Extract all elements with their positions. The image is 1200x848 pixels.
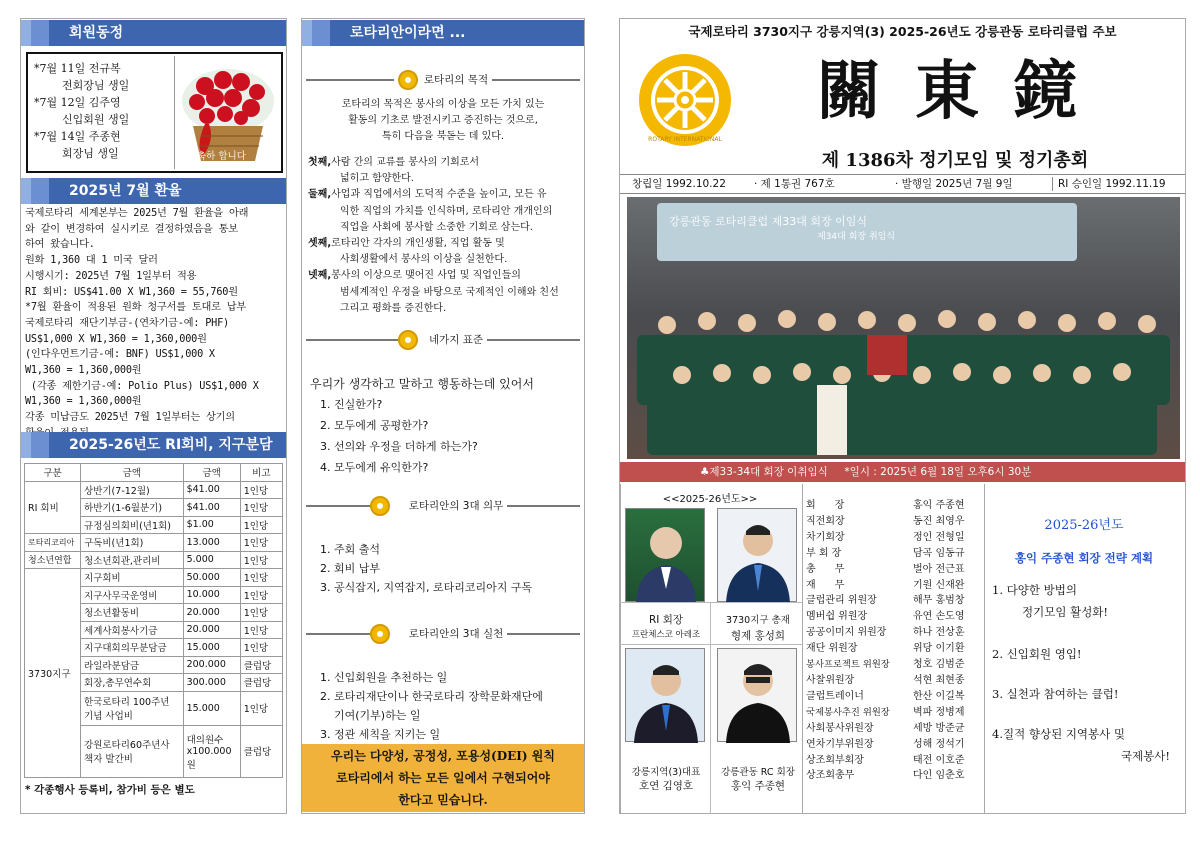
test-item: 2. 모두에게 공평한가?	[320, 419, 429, 432]
cell: 청소년연합	[25, 551, 81, 569]
cell: 한국로타리 100주년 기념 사업비	[81, 691, 184, 725]
officer-row: 멤버쉽 위원장 유연 손도영	[806, 611, 965, 623]
officer-row: 차기회장 정인 전형일	[806, 531, 965, 543]
purpose-intro	[306, 97, 580, 145]
exchange-line: 시행시기: 2025년 7월 1일부터 적용	[25, 270, 197, 282]
col-header: 금액	[81, 464, 184, 482]
member-line: *7월 11일 전규복	[34, 62, 121, 75]
duty-item: 3. 공식잡지, 지역잡지, 로타리코리아지 구독	[320, 581, 533, 594]
cell: 회장,총무연수회	[81, 674, 184, 692]
info-founded: 창립일 1992.10.22	[632, 178, 726, 190]
officer-roster	[806, 498, 982, 784]
cell: 강원로타리60주년사 책자 발간비	[81, 725, 184, 777]
exchange-line: (인다우먼트기금-예: BNF) US$1,000 X	[25, 349, 215, 361]
members-header: 회원동정	[21, 20, 286, 46]
exchange-line: *7월 환율이 적용된 원화 청구서를 토대로 납부	[25, 302, 247, 314]
cell: 20.000	[183, 604, 240, 622]
info-approved: RI 승인일 1992.11.19	[1058, 178, 1166, 190]
photo-caption: ♣제33-34대 회장 이취임식 *일시 : 2025년 6월 18일 오후6시 30분	[620, 462, 1185, 482]
person-name: 호연 김영호	[638, 780, 694, 792]
practice-item: 1. 신입회원을 추천하는 일	[320, 671, 448, 684]
portrait-club-president	[717, 648, 797, 742]
test-item: 1. 진실한가?	[320, 398, 383, 411]
officer-row: 상조회부회장 태전 이호준	[806, 754, 965, 766]
cell: 청소년회관,관리비	[81, 551, 184, 569]
purpose-item: 첫째,사람 간의 교류를 봉사의 기회로서	[308, 157, 480, 168]
cell: 1인당	[240, 569, 282, 587]
cell: 지구사무국운영비	[81, 586, 184, 604]
members-list	[34, 60, 174, 162]
cell: 1인당	[240, 604, 282, 622]
table-row	[25, 481, 283, 499]
rotary-wheel-icon	[398, 70, 418, 90]
banner-line: 강릉관동 로타리클럽 제33대 회장 이임식	[669, 215, 867, 228]
test-title: 네가지 표준	[399, 334, 487, 346]
dues-table	[24, 463, 283, 778]
meeting-title: 제 1386차 정기모임 및 정기총회	[821, 150, 1089, 171]
cell: 1인당	[240, 481, 282, 499]
person-name: 프란체스코 아레조	[631, 630, 701, 640]
officer-row: 사회봉사위원장 세방 방준균	[806, 722, 965, 734]
exchange-line: RI 회비: US$41.00 X W1,360 = 55,760원	[25, 286, 238, 298]
cell: 상반기(7-12월)	[81, 481, 184, 499]
portrait-ri-president	[625, 508, 705, 602]
cell: 1인당	[240, 621, 282, 639]
member-line: 회장님 생일	[62, 147, 119, 160]
officer-row: 공공이미지 위원장 하나 전상훈	[806, 627, 965, 639]
duty-title-row	[306, 496, 580, 516]
cell: $1.00	[183, 516, 240, 534]
purpose-item: 사회생활에서 봉사의 이상을 실천한다.	[340, 254, 508, 266]
cell: 1인당	[240, 639, 282, 657]
test-lead: 우리가 생각하고 말하고 행동하는데 있어서	[310, 377, 534, 391]
purpose-item: 그리고 평화를 증진한다.	[340, 302, 447, 314]
practice-item: 기여(기부)하는 일	[320, 709, 421, 722]
table-row	[25, 534, 283, 552]
rotarian-header: 로타리안이라면 ...	[302, 20, 584, 46]
officer-row: 상조회총무 다인 임춘호	[806, 770, 965, 782]
cell: 20.000	[183, 621, 240, 639]
purpose-item: 직업을 사회에 봉사할 소중한 기회로 삼는다.	[340, 221, 533, 233]
cell: 15.000	[183, 691, 240, 725]
officer-row: 직전회장 동진 최영우	[806, 515, 965, 527]
member-line: *7월 12일 김주영	[34, 96, 121, 109]
cell: 5.000	[183, 551, 240, 569]
exchange-line: W1,360 = 1,360,000원	[25, 396, 142, 408]
crowd	[637, 275, 1170, 455]
exchange-line: (각종 제한기금-예: Polio Plus) US$1,000 X	[25, 380, 259, 392]
purpose-item: 둘째,사업과 직업에서의 도덕적 수준을 높이고, 모든 유	[308, 189, 547, 201]
strategy-item: 4.질적 향상된 지역봉사 및	[992, 727, 1126, 741]
dei-box	[302, 744, 584, 812]
exchange-line: 원화 1,360 대 1 미국 달러	[25, 255, 158, 267]
strategy-item: 정기모임 활성화!	[1022, 605, 1109, 619]
exchange-line: 각종 미납금도 2025년 7월 1일부터는 상기의	[25, 412, 235, 424]
strategy-title: 2025-26년도	[1044, 518, 1124, 533]
strategy-subtitle: 홍익 주종현 회장 전략 계획	[1014, 551, 1154, 565]
purpose-item: 범세계적인 우정을 바탕으로 국제적인 이해와 친선	[340, 286, 559, 298]
exchange-line: 국제로타리 세계본부는 2025년 7월 환율을 아래	[25, 208, 249, 219]
rotary-wheel-icon	[370, 624, 390, 644]
dei-line: 한다고 믿습니다.	[398, 793, 488, 807]
exchange-line: 와 같이 변경하여 실시키로 결정하였음을 통보	[25, 223, 238, 235]
cell: 세계사회봉사기금	[81, 621, 184, 639]
cell: 200.000	[183, 656, 240, 674]
cell: 하반기(1-6월분기)	[81, 499, 184, 517]
test-item: 3. 선의와 우정을 더하게 하는가?	[320, 440, 478, 453]
masthead: 關 東 鏡	[816, 54, 1084, 129]
banner-line: 제34대 회장 취임식	[817, 232, 896, 242]
person-role: 강릉지역(3)대표	[631, 767, 701, 778]
cell: 지구회비	[81, 569, 184, 587]
rotary-wheel-icon	[370, 496, 390, 516]
members-box	[26, 52, 283, 173]
cell: 라일라분담금	[81, 656, 184, 674]
portrait-governor	[717, 508, 797, 602]
dues-header: 2025-26년도 RI회비, 지구분담금	[21, 432, 286, 458]
cell: 15.000	[183, 639, 240, 657]
exchange-line: W1,360 = 1,360,000원	[25, 365, 142, 377]
intro-line: 특히 다음을 북돋는 데 있다.	[381, 131, 505, 142]
cell: 클럽당	[240, 725, 282, 777]
flower-caption: 축하 합니다	[197, 151, 246, 162]
table-row	[25, 569, 283, 587]
cell: 구독비(년1회)	[81, 534, 184, 552]
cell: 지구대회의무분담금	[81, 639, 184, 657]
dei-line: 로타리에서 하는 모든 일에서 구현되어야	[336, 771, 550, 785]
member-line: 신입회원 생일	[62, 113, 130, 126]
purpose-item: 셋째,로타리안 각자의 개인생활, 직업 활동 및	[308, 238, 505, 250]
practice-title-row	[306, 624, 580, 644]
dues-footnote: * 각종행사 등록비, 참가비 등은 별도	[25, 784, 195, 796]
col-header: 비고	[240, 464, 282, 482]
strategy-item: 3. 실천과 참여하는 클럽!	[992, 687, 1119, 701]
exchange-header: 2025년 7월 환율	[21, 178, 286, 204]
dei-line: 우리는 다양성, 공정성, 포용성(DEI) 원칙	[331, 749, 555, 763]
strategy-item: 2. 신입회원 영입!	[992, 647, 1082, 661]
exchange-line: 국제로타리 재단기부금-(연차기금-예: PHF)	[25, 317, 229, 329]
officer-row: 사찰위원장 석현 최현종	[806, 674, 965, 686]
strategy-list	[992, 582, 1178, 764]
person-name: 홍익 주종현	[730, 780, 786, 792]
duty-title: 로타리안의 3대 의무	[379, 500, 508, 512]
group-photo	[627, 197, 1180, 459]
event-banner	[657, 203, 1077, 261]
test-item: 4. 모두에게 유익한가?	[320, 461, 429, 474]
cell: 3730지구	[25, 569, 81, 778]
cell: 1인당	[240, 499, 282, 517]
person-role: 3730지구 총재	[726, 615, 790, 626]
table-row	[25, 551, 283, 569]
info-bar	[620, 174, 1185, 194]
cell: 13.000	[183, 534, 240, 552]
cell: 300.000	[183, 674, 240, 692]
purpose-list	[308, 155, 580, 317]
cell: $41.00	[183, 481, 240, 499]
intro-line: 로타리의 목적은 봉사의 이상을 모든 가치 있는	[341, 99, 545, 110]
officer-row: 회 장 홍익 주종현	[806, 500, 965, 511]
person-role: RI 회장	[648, 614, 684, 626]
cell: 클럽당	[240, 656, 282, 674]
member-line: *7월 14일 주종현	[34, 130, 121, 143]
cell: 청소년활동비	[81, 604, 184, 622]
member-line: 전회장님 생일	[62, 79, 130, 92]
purpose-title-row	[306, 70, 580, 90]
test-title-row	[306, 330, 580, 350]
practice-item: 3. 정관 세칙을 지키는 일	[320, 728, 441, 741]
officer-row: 부 회 장 담곡 임동규	[806, 547, 965, 559]
logo-text: ROTARY INTERNATIONAL	[648, 136, 722, 143]
duty-list	[320, 540, 532, 597]
officer-row: 봉사프로젝트 위원장 청호 김범준	[806, 659, 965, 671]
officer-row: 총 무 벌아 전근표	[806, 563, 965, 575]
practice-list	[320, 668, 543, 744]
duty-item: 2. 회비 납부	[320, 562, 380, 575]
cell: RI 회비	[25, 481, 81, 534]
col-header: 금액	[183, 464, 240, 482]
cell: 1인당	[240, 534, 282, 552]
cell: 10.000	[183, 586, 240, 604]
exchange-line: US$1,000 X W1,360 = 1,360,000원	[25, 333, 207, 345]
practice-item: 2. 로타리재단이나 한국로타리 장학문화재단에	[320, 690, 543, 703]
flower-basket-image	[174, 56, 280, 169]
info-volume: · 제 1통권 767호	[754, 178, 835, 190]
cell: 규정심의회비(년1회)	[81, 516, 184, 534]
cell: 클럽당	[240, 674, 282, 692]
purpose-item: 넷째,봉사의 이상으로 맺어진 사업 및 직업인들의	[308, 270, 521, 282]
intro-line: 활동의 기초로 발전시키고 증진하는 것으로,	[348, 115, 538, 126]
cell: 1인당	[240, 691, 282, 725]
person-role: 강릉관동 RC 회장	[721, 767, 795, 778]
officer-row: 클럽관리 위원장 해무 홍범창	[806, 595, 965, 607]
officer-row: 재단 위원장 위당 이기환	[806, 643, 965, 655]
rotary-wheel-icon	[398, 330, 418, 350]
portrait-area-rep	[625, 648, 705, 742]
cell: 1인당	[240, 551, 282, 569]
cell: 1인당	[240, 586, 282, 604]
officer-row: 재 무 기원 신재완	[806, 579, 965, 591]
cell: 로타리코리아	[25, 534, 81, 552]
strategy-item: 국제봉사!	[1120, 749, 1170, 763]
cell: $41.00	[183, 499, 240, 517]
person-name: 형제 홍성희	[730, 630, 786, 642]
strategy-item: 1. 다양한 방법의	[992, 583, 1077, 597]
rotary-logo	[637, 52, 733, 148]
exchange-line: 하여 왔습니다.	[25, 239, 95, 251]
cell: 50.000	[183, 569, 240, 587]
exchange-body	[25, 206, 285, 442]
purpose-item: 익한 직업의 가치를 인식하며, 로타리안 개개인의	[340, 205, 553, 217]
cell: 1인당	[240, 516, 282, 534]
officer-row: 국제봉사추진 위원장 벽파 정병제	[806, 706, 965, 718]
year-label: <<2025-26년도>>	[662, 494, 758, 505]
duty-item: 1. 주회 출석	[320, 543, 380, 556]
purpose-title: 로타리의 목적	[394, 74, 492, 86]
officer-row: 클럽트레이너 한산 이길복	[806, 690, 965, 702]
col-header: 구분	[25, 464, 81, 482]
officer-row: 연차기부위원장 성해 정석기	[806, 738, 965, 750]
top-line: 국제로타리 3730지구 강릉지역(3) 2025-26년도 강릉관동 로타리클럽 주보	[688, 24, 1117, 39]
cell: 대의원수 x100.000원	[183, 725, 240, 777]
test-list	[320, 394, 478, 478]
purpose-item: 넓히고 함양한다.	[340, 173, 414, 185]
practice-title: 로타리안의 3대 실천	[379, 628, 508, 640]
info-issued: · 발행일 2025년 7월 9일	[895, 178, 1013, 190]
